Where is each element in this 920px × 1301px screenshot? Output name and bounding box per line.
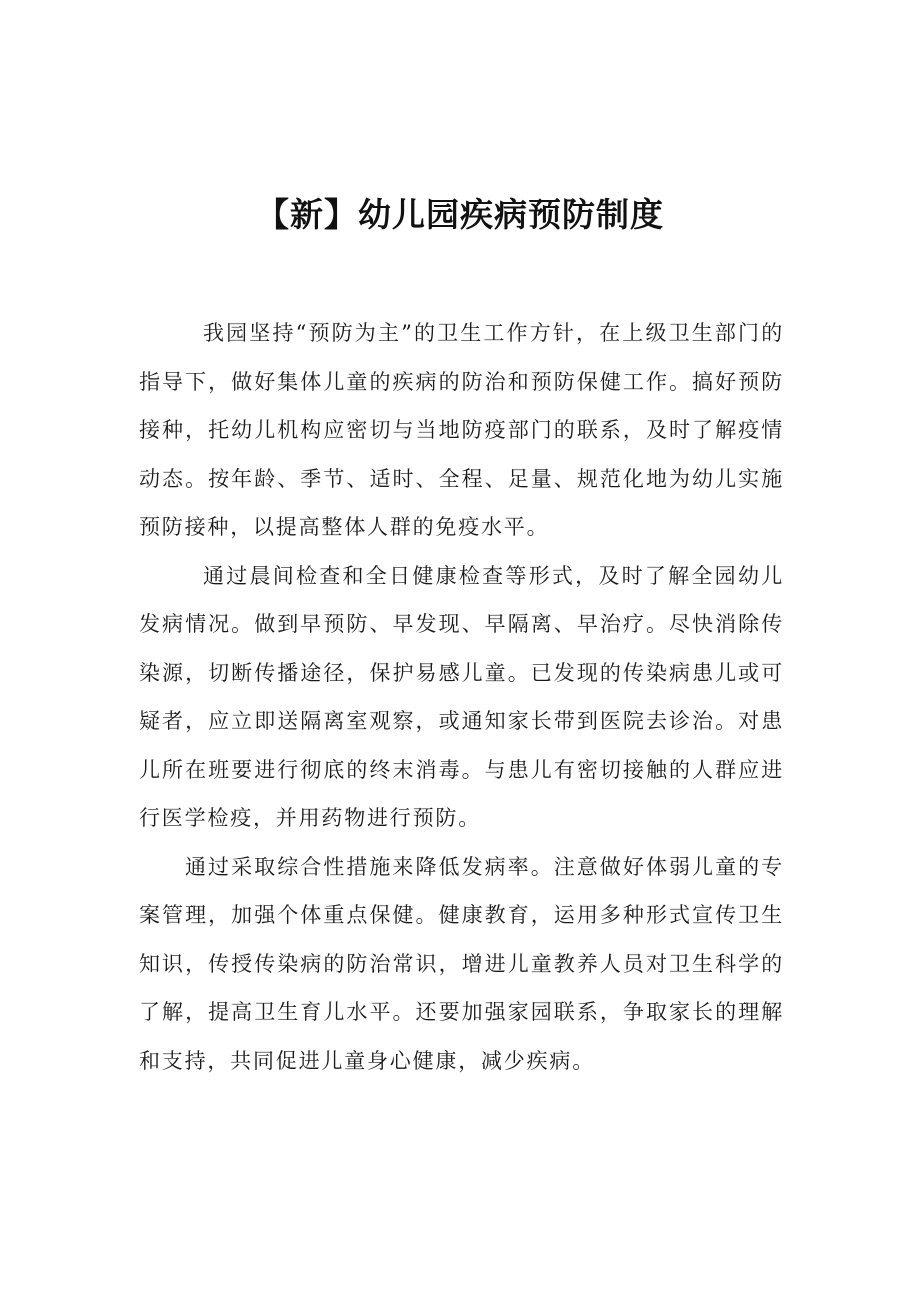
paragraph-1: 我园坚持“预防为主”的卫生工作方针，在上级卫生部门的指导下，做好集体儿童的疾病的防治和预防保健工作。搞好预防接种，托幼儿机构应密切与当地防疫部门的联系，及时了解疫情动态。按年龄、季节、适时、全程、足量、规范化地为幼儿实施预防接种，以提高整体人群的免疫水平。: [139, 321, 784, 539]
document-title: 【新】幼儿园疾病预防制度: [256, 195, 664, 235]
paragraph-3: 通过采取综合性措施来降低发病率。注意做好体弱儿童的专案管理，加强个体重点保健。健康教育，运用多种形式宣传卫生知识，传授传染病的防治常识，增进儿童教养人员对卫生科学的了解，提高卫生育儿水平。还要加强家园联系，争取家长的理解和支持，共同促进儿童身心健康，减少疾病。: [139, 854, 784, 1073]
paragraph-2: 通过晨间检查和全日健康检查等形式，及时了解全园幼儿发病情况。做到早预防、早发现、早隔离、早治疗。尽快消除传染源，切断传播途径，保护易感儿童。已发现的传染病患儿或可疑者，应立即送隔离室观察，或通知家长带到医院去诊治。对患儿所在班要进行彻底的终末消毒。与患儿有密切接触的人群应进行医学检疫，并用药物进行预防。: [139, 563, 784, 830]
document-body: [139, 309, 784, 1085]
